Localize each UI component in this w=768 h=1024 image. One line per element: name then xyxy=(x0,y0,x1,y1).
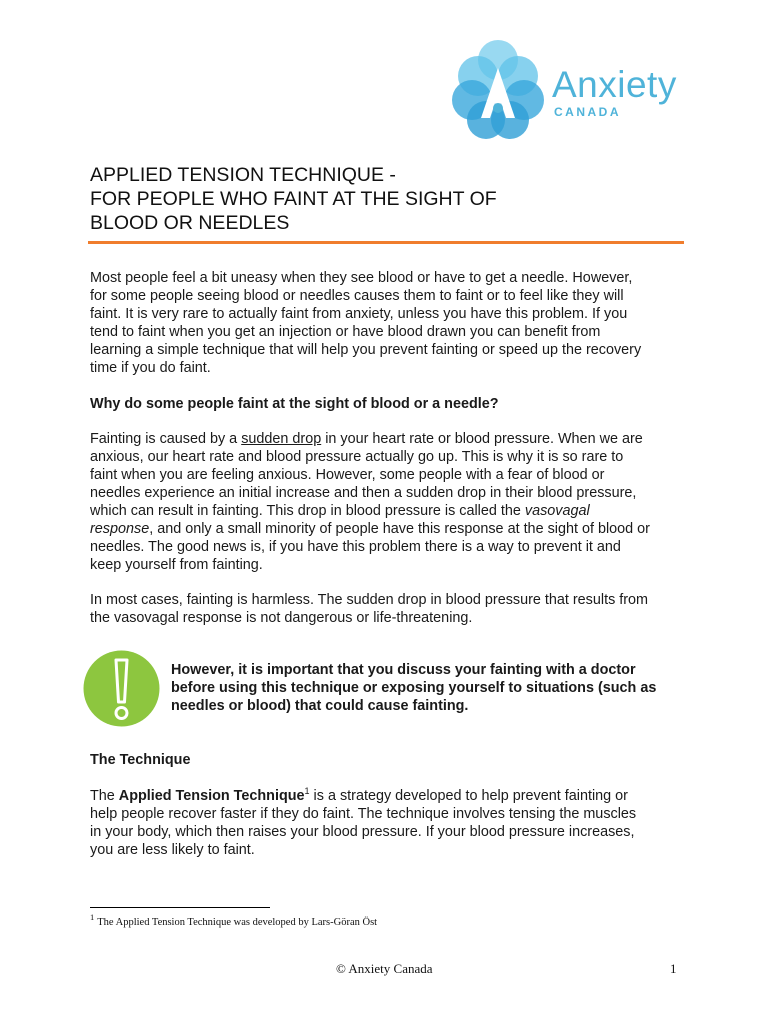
harmless-paragraph xyxy=(90,591,690,627)
title-line: FOR PEOPLE WHO FAINT AT THE SIGHT OF xyxy=(90,188,497,210)
text-line: faint. It is very rare to actually faint from anxiety, unless you have this problem. If you xyxy=(90,306,628,322)
text-line: needles or blood) that could cause fainting. xyxy=(171,698,469,714)
text-line: The Applied Tension Technique$^1$ is a strategy developed to help prevent fainting or xyxy=(90,786,628,804)
logo-mark-icon xyxy=(448,38,548,142)
text-line: needles. The good news is, if you have this problem there is a way to prevent it and xyxy=(90,539,621,555)
footnote-text: The Applied Tension Technique was developed by Lars-Göran Öst xyxy=(97,917,378,928)
text-line: for some people seeing blood or needles causes them to faint or to feel like they will xyxy=(90,288,624,304)
technique-paragraph xyxy=(90,787,690,859)
text-line: anxious, our heart rate and blood pressure actually go up. This is why it is so rare to xyxy=(90,449,624,465)
anxiety-canada-logo xyxy=(448,38,688,142)
text-line: needles experience an initial increase and then a sudden drop in their blood pressure, xyxy=(90,485,637,501)
text-line: learning a simple technique that will help you prevent fainting or speed up the recovery xyxy=(90,342,642,358)
text-line: Fainting is caused by a sudden drop in your heart rate or blood pressure. When we are xyxy=(90,431,643,447)
text-line: response, and only a small minority of people have this response at the sight of blood or xyxy=(90,521,650,537)
text-line: keep yourself from fainting. xyxy=(90,557,263,573)
bold-term: Applied Tension Technique xyxy=(118,788,305,804)
italic-term: response xyxy=(90,521,150,537)
text-line: Most people feel a bit uneasy when they see blood or have to get a needle. However, xyxy=(90,270,633,286)
footnote xyxy=(90,912,377,928)
footnote-number: 1 xyxy=(90,912,95,922)
logo-wordmark: Anxiety xyxy=(552,64,677,105)
why-paragraph xyxy=(90,430,690,574)
footnote-reference: 1 xyxy=(304,786,310,797)
logo-subtitle: CANADA xyxy=(554,105,621,119)
text-line: time if you do faint. xyxy=(90,360,211,376)
exclamation-icon xyxy=(83,650,160,727)
title-line: BLOOD OR NEEDLES xyxy=(90,212,290,234)
section-heading-why: Why do some people faint at the sight of blood or a needle? xyxy=(90,396,499,412)
text-line: the vasovagal response is not dangerous or life-threatening. xyxy=(90,610,473,626)
footnote-divider xyxy=(90,907,270,908)
text-line: before using this technique or exposing yourself to situations (such as xyxy=(171,680,657,696)
intro-paragraph xyxy=(90,269,690,377)
warning-callout xyxy=(171,661,691,715)
footer-copyright: © Anxiety Canada xyxy=(336,961,433,976)
section-heading-technique: The Technique xyxy=(90,752,191,768)
page-title xyxy=(90,163,690,235)
text-line: In most cases, fainting is harmless. The sudden drop in blood pressure that results from xyxy=(90,592,649,608)
text-line: which can result in fainting. This drop in blood pressure is called the vasovagal xyxy=(90,503,590,519)
text-line: in your body, which then raises your blood pressure. If your blood pressure increases, xyxy=(90,824,635,840)
underlined-text: sudden drop xyxy=(241,431,322,447)
title-divider xyxy=(88,241,684,244)
text-line: tend to faint when you get an injection or have blood drawn you can benefit from xyxy=(90,324,601,340)
page-number: 1 xyxy=(670,961,677,976)
title-line: APPLIED TENSION TECHNIQUE - xyxy=(90,164,396,186)
text-line: help people recover faster if they do faint. The technique involves tensing the muscles xyxy=(90,806,637,822)
text-line: However, it is important that you discuss your fainting with a doctor xyxy=(171,662,636,678)
text-line: faint when you are feeling anxious. However, some people with a fear of blood or xyxy=(90,467,605,483)
italic-term: vasovagal xyxy=(524,503,590,519)
text-line: you are less likely to faint. xyxy=(90,842,255,858)
